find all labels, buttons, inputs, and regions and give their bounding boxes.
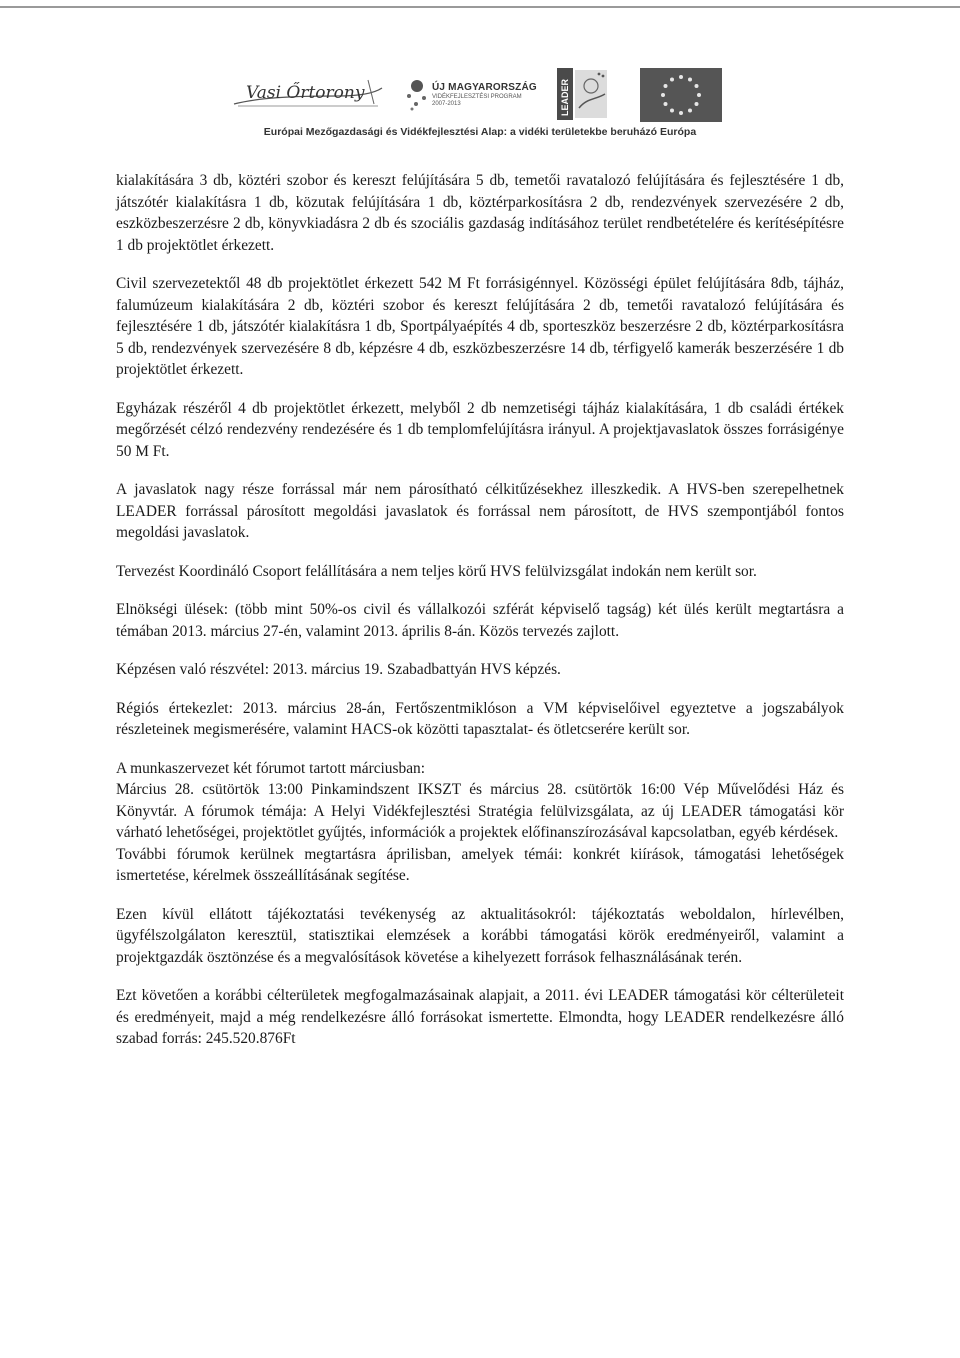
paragraph: A munkaszervezet két fórumot tartott márciusban: [116,759,425,777]
paragraph: Képzésen való részvétel: 2013. március 19. Szabadbattyán HVS képzés. [116,661,561,678]
leader-logo [557,68,609,120]
paragraph: Civil szervezetektől 48 db projektötlet érkezett 542 M Ft forrásigénnyel. Közösségi épület felújítására 8db, tájház, falumúzeum kialakítására 2 db, köztéri szobor és kereszt felújítására 2 db, temetői ravatalozó felújítására és fejlesztésére 1 db, játszótér kialakításra 1 db, Sportpályaépítés 4 db, sporteszköz beszerzésre 2 db, köztérparkosításra 5 db, rendezvények szervezésére 8 db, képzésre 4 db, eszközbeszerzésre 14 db, térfigyelő kamerák beszerzésére 1 db projektötlet érkezett. [116,275,844,378]
paragraph: A javaslatok nagy része forrással már nem párosítható célkitűzésekhez illeszkedik. A HVS-ben szerepelhetnek LEADER forrással párosított megoldási javaslatok és forrással nem párosított, de HVS szempontjából fontos megoldási javaslatok. [116,481,844,541]
paragraph: kialakítására 3 db, köztéri szobor és kereszt felújítására 5 db, temetői ravatalozó felújítására és fejlesztésére 1 db, játszótér kialakításra 1 db, közutak felújítására 1 db, köztérparkosításra 2 db, rendezvények szervezésére 2 db, eszközbeszerzésre 2 db, könyvkiadásra 2 db és szociális gazdaság indításához terület rendbetételére és kerítésépítésre 1 db projektötlet érkezett. [116,172,844,254]
umvp-subtitle [432,94,522,108]
paragraph: Március 28. csütörtök 13:00 Pinkamindszent IKSZT és március 28. csütörtök 16:00 Vép Művelődési Ház és Könyvtár. A fórumok témája: A Helyi Vidékfejlesztési Stratégia felülvizsgálata, az új LEADER támogatási kör várható lehetőségei, projektötlet gyűjtés, információk a projektek előfinanszírozásával kapcsolatban, egyéb kérdések. [116,781,844,841]
paragraph: Ezt követően a korábbi célterületek megfogalmazásainak alapjait, a 2011. évi LEADER támogatási kör célterületeit és eredményeit, majd a még rendelkezésre álló forrásokat ismertette. Elmondta, hogy LEADER rendelkezésre álló szabad forrás: 245.520.876Ft [116,987,844,1047]
page-header [0,62,960,142]
umvp-subtitle-line: VIDÉKFEJLESZTÉSI PROGRAM [432,94,522,100]
paragraph: Régiós értekezlet: 2013. március 28-án, Fertőszentmiklóson a VM képviselőivel egyeztetve a jogszabályok részleteinek megismerésére, valamint HACS-ok közötti tapasztalat- és ötletcserére került sor. [116,699,844,738]
paragraph: Ezen kívül ellátott tájékoztatási tevékenység az aktualitásokról: tájékoztatás weboldalon, hírlevélben, ügyfélszolgálaton keresztül, statisztikai elemzések a korábbi támogatási körök eredményeiről, valamint a projektgazdák ösztönzése és a megvalósítások követése a kihelyezett források felhasználásának terén. [116,905,844,966]
paragraph: További fórumok kerülnek megtartásra áprilisban, amelyek témái: konkrét kiírások, támogatási lehetőségek ismertetése, kérelmek összeállításának segítése. [116,845,844,884]
umvp-name: ÚJ MAGYARORSZÁG [432,82,537,93]
scan-border-line [0,6,960,8]
eu-flag-icon [640,68,722,122]
paragraph: Elnökségi ülések: (több mint 50%-os civil és vállalkozói szférát képviselő tagság) két ülés került megtartásra a témában 2013. március 27-én, valamint 2013. április 8-án. Közös tervezés zajlott. [116,601,844,640]
paragraph: Egyházak részéről 4 db projektötlet érkezett, melyből 2 db nemzetiségi tájház kialakítására, 1 db családi értékek megőrzését célzó rendezvény rendezésére és 1 db templomfelújításra irányul. A projektjavaslatok összes forrásigénye 50 M Ft. [116,399,844,460]
uj-magyarorszag-logo [404,76,544,116]
leader-text: LEADER [560,78,570,116]
header-caption: Európai Mezőgazdasági és Vidékfejlesztési Alap: a vidéki területekbe beruházó Európa [263,126,697,138]
vasi-ortorony-logo [228,74,388,112]
paragraph: Tervezést Koordináló Csoport felállítására a nem teljes körű HVS felülvizsgálat indokán nem került sor. [116,562,757,580]
signature-text: Vasi Őrtorony [246,83,365,103]
document-body [116,170,844,1067]
umvp-years: 2007-2013 [432,101,461,107]
